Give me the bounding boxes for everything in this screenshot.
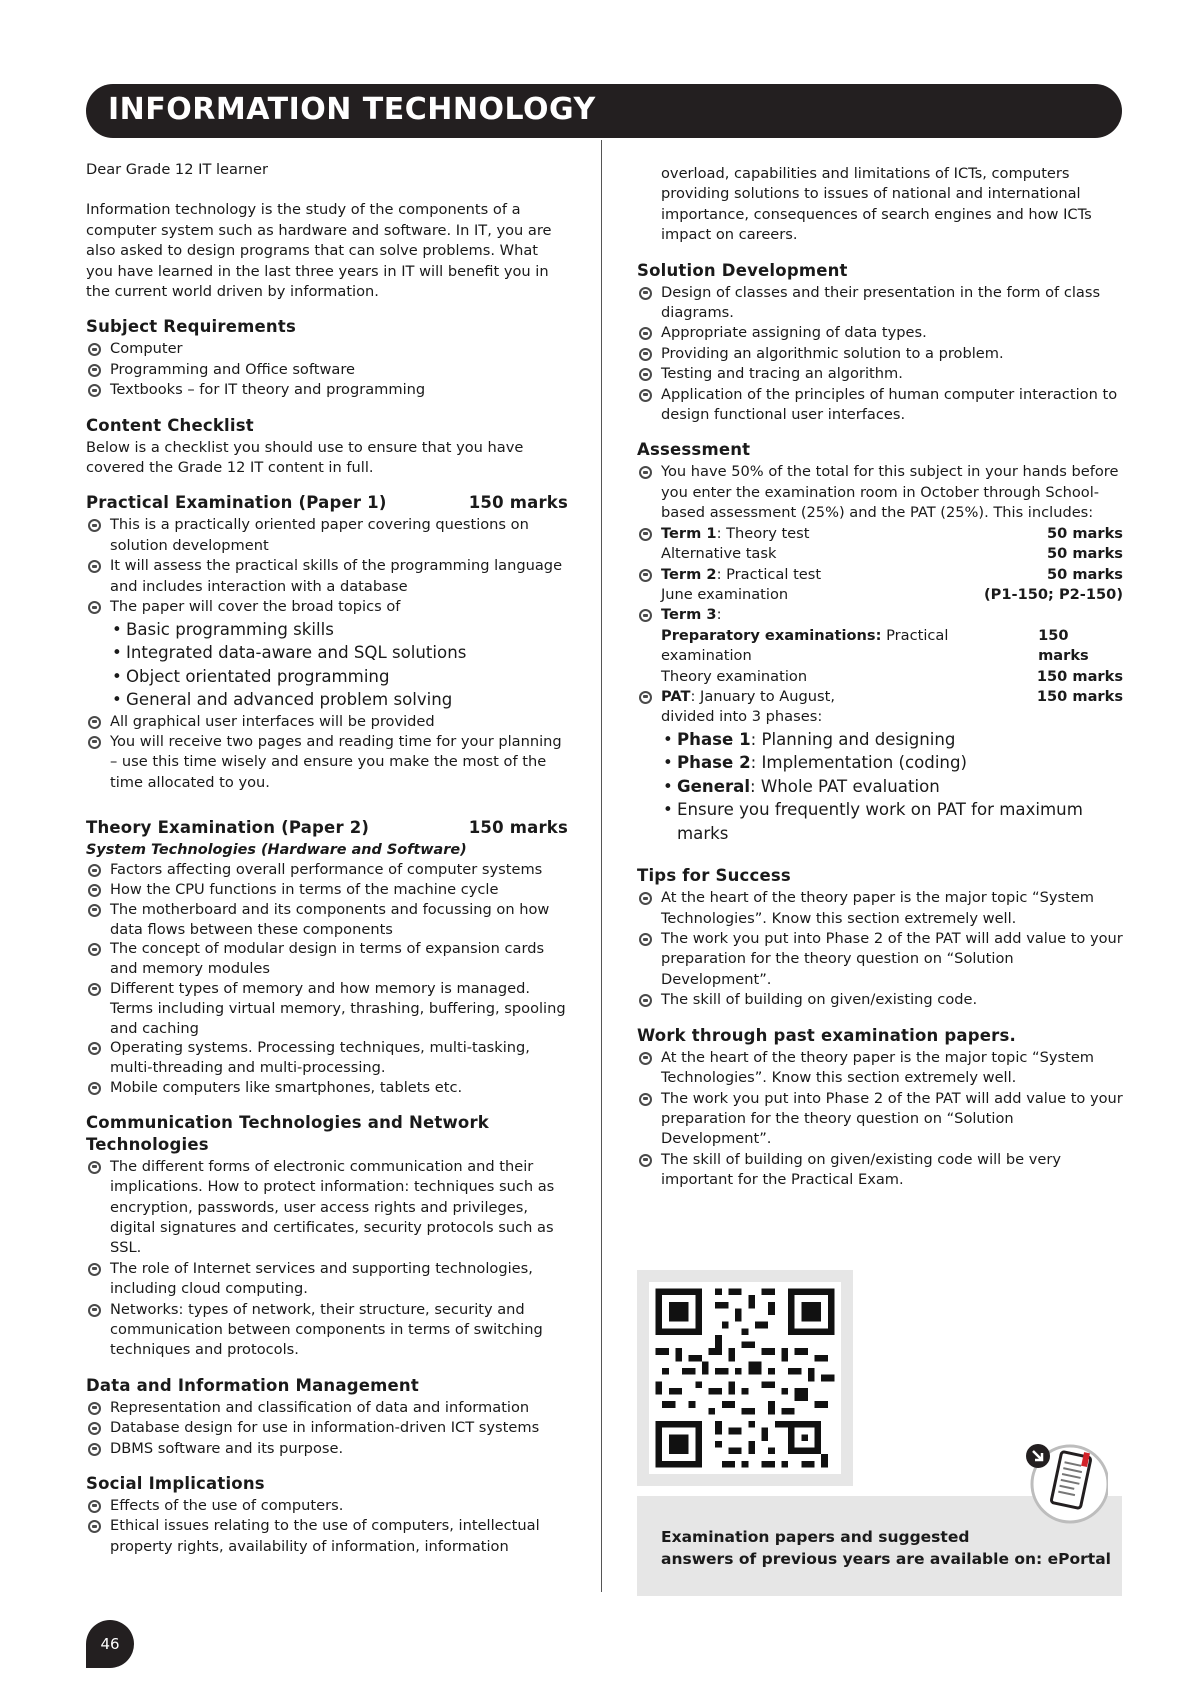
circle-bullet-icon (88, 1082, 101, 1095)
circle-bullet-icon (88, 1042, 101, 1055)
pat-phases-list (661, 728, 1123, 846)
circle-bullet-icon (639, 691, 652, 704)
list-item: All graphical user interfaces will be provided (86, 712, 568, 732)
tips-heading: Tips for Success (637, 866, 791, 886)
list-item: Computer (86, 339, 568, 359)
theory-list (86, 860, 568, 1098)
tips-list (637, 888, 1123, 1010)
practical-list-2 (86, 712, 568, 794)
eportal-tablet-icon (1020, 1440, 1108, 1528)
circle-bullet-icon (88, 884, 101, 897)
list-item: This is a practically oriented paper covering questions on solution development (86, 515, 568, 556)
circle-bullet-icon (88, 864, 101, 877)
assessment-heading: Assessment (637, 440, 751, 460)
circle-bullet-icon (639, 327, 652, 340)
practical-list (86, 515, 568, 617)
list-item: • General: Whole PAT evaluation (661, 775, 1123, 799)
solution-development-heading: Solution Development (637, 260, 848, 280)
list-item: • General and advanced problem solving (110, 688, 568, 712)
theory-marks: 150 marks (468, 818, 568, 838)
list-item: Design of classes and their presentation in the form of class diagrams. (637, 283, 1123, 324)
list-item: The motherboard and its components and focussing on how data flows between these components (86, 900, 568, 940)
circle-bullet-icon (88, 1500, 101, 1513)
circle-bullet-icon (88, 601, 101, 614)
list-item: The skill of building on given/existing code. (637, 990, 1123, 1010)
list-item: • Object orientated programming (110, 665, 568, 689)
continued-text: overload, capabilities and limitations of ICTs, computers providing solutions to issues of national and international importance, consequences of search engines and how ICTs impact on careers. (661, 165, 1092, 244)
list-item: The skill of building on given/existing code will be very important for the Practical Exam. (637, 1150, 1123, 1191)
circle-bullet-icon (639, 994, 652, 1007)
circle-bullet-icon (88, 384, 101, 397)
list-item: How the CPU functions in terms of the machine cycle (86, 880, 568, 900)
list-item: Application of the principles of human computer interaction to design functional user interfaces. (637, 385, 1123, 426)
circle-bullet-icon (88, 343, 101, 356)
circle-bullet-icon (639, 528, 652, 541)
content-checklist-text: Below is a checklist you should use to ensure that you have covered the Grade 12 IT content in full. (86, 438, 524, 477)
list-item: Operating systems. Processing techniques, multi-tasking, multi-threading and multi-processing. (86, 1038, 568, 1078)
list-item: DBMS software and its purpose. (86, 1439, 568, 1459)
social-implications-list (86, 1496, 568, 1557)
circle-bullet-icon (639, 1154, 652, 1167)
circle-bullet-icon (88, 1402, 101, 1415)
circle-bullet-icon (88, 983, 101, 996)
list-item: You will receive two pages and reading time for your planning – use this time wisely and ensure you make the most of the time allocated to you. (86, 732, 568, 793)
circle-bullet-icon (639, 609, 652, 622)
list-item: Effects of the use of computers. (86, 1496, 568, 1516)
list-item: Representation and classification of data and information (86, 1398, 568, 1418)
qr-code[interactable] (649, 1282, 841, 1474)
list-item: • Integrated data-aware and SQL solutions (110, 641, 568, 665)
solution-list (637, 283, 1123, 426)
circle-bullet-icon (639, 466, 652, 479)
header-banner (86, 84, 1122, 138)
past-papers-heading: Work through past examination papers. (637, 1025, 1016, 1045)
assessment-list (637, 462, 1123, 727)
circle-bullet-icon (88, 1520, 101, 1533)
list-item: The work you put into Phase 2 of the PAT will add value to your preparation for the theory question on “Solution Development”. (637, 929, 1123, 990)
circle-bullet-icon (639, 933, 652, 946)
content-checklist-heading: Content Checklist (86, 415, 254, 435)
circle-bullet-icon (88, 1422, 101, 1435)
circle-bullet-icon (88, 736, 101, 749)
qr-code-panel (637, 1270, 853, 1486)
list-item: Networks: types of network, their structure, security and communication between components in terms of switching techniques and protocols. (86, 1300, 568, 1361)
list-item: PAT: January to August, 150 marks divided into 3 phases: (637, 687, 1123, 728)
practical-exam-heading: Practical Examination (Paper 1) 150 marks (86, 493, 568, 513)
list-item: The paper will cover the broad topics of (86, 597, 568, 617)
circle-bullet-icon (88, 1304, 101, 1317)
list-item: It will assess the practical skills of the programming language and includes interaction with a database (86, 556, 568, 597)
list-item: Term 1: Theory test 50 marks Alternative task 50 marks (637, 524, 1123, 565)
circle-bullet-icon (639, 1052, 652, 1065)
list-item: Term 2: Practical test 50 marks June examination (P1-150; P2-150) (637, 565, 1123, 606)
list-item: The role of Internet services and supporting technologies, including cloud computing. (86, 1259, 568, 1300)
circle-bullet-icon (639, 348, 652, 361)
left-column (86, 160, 568, 1557)
list-item: Factors affecting overall performance of computer systems (86, 860, 568, 880)
list-item: • Phase 2: Implementation (coding) (661, 751, 1123, 775)
list-item: Programming and Office software (86, 360, 568, 380)
circle-bullet-icon (88, 364, 101, 377)
data-management-heading: Data and Information Management (86, 1375, 419, 1395)
circle-bullet-icon (639, 892, 652, 905)
communication-list (86, 1157, 568, 1361)
circle-bullet-icon (88, 519, 101, 532)
list-item: Providing an algorithmic solution to a problem. (637, 344, 1123, 364)
list-item: Mobile computers like smartphones, tablets etc. (86, 1078, 568, 1098)
list-item: Database design for use in information-driven ICT systems (86, 1418, 568, 1438)
list-item: You have 50% of the total for this subject in your hands before you enter the examination room in October through School-based assessment (25%) and the PAT (25%). This includes: (637, 462, 1123, 523)
page-number: 46 (86, 1620, 134, 1668)
eportal-text: Examination papers and suggested answers of previous years are available on: ePortal (661, 1528, 1111, 1568)
circle-bullet-icon (88, 943, 101, 956)
list-item: Term 3: Preparatory examinations: Practical examination 150 marks Theory examination 150 marks (637, 605, 1123, 687)
list-item: The concept of modular design in terms of expansion cards and memory modules (86, 939, 568, 979)
circle-bullet-icon (88, 1263, 101, 1276)
circle-bullet-icon (639, 389, 652, 402)
list-item: • Phase 1: Planning and designing (661, 728, 1123, 752)
list-item: Testing and tracing an algorithm. (637, 364, 1123, 384)
subject-requirements-list (86, 339, 568, 400)
list-item: At the heart of the theory paper is the major topic “System Technologies”. Know this section extremely well. (637, 888, 1123, 929)
column-divider (601, 140, 602, 1592)
circle-bullet-icon (639, 1093, 652, 1106)
list-item: • Ensure you frequently work on PAT for maximum marks (661, 798, 1123, 845)
page-title: INFORMATION TECHNOLOGY (108, 92, 596, 127)
system-technologies-subheading: System Technologies (Hardware and Software) (86, 842, 467, 859)
subject-requirements-heading: Subject Requirements (86, 317, 296, 337)
past-papers-list (637, 1048, 1123, 1191)
list-item: Ethical issues relating to the use of computers, intellectual property rights, availability of information, information (86, 1516, 568, 1557)
communication-heading: Communication Technologies and Network Technologies (86, 1112, 489, 1154)
list-item: • Basic programming skills (110, 618, 568, 642)
circle-bullet-icon (88, 1443, 101, 1456)
practical-marks: 150 marks (468, 493, 568, 513)
data-management-list (86, 1398, 568, 1459)
intro-paragraph: Information technology is the study of the components of a computer system such as hardware and software. In IT, you are also asked to design programs that can solve problems. What you have learned in the last three years in IT will benefit you in the current world driven by information. (86, 201, 552, 301)
list-item: Different types of memory and how memory is managed. Terms including virtual memory, thrashing, buffering, spooling and caching (86, 979, 568, 1038)
list-item: The different forms of electronic communication and their implications. How to protect information: techniques such as encryption, passwords, user access rights and privileges, digital signatures and certificates, security protocols such as SSL. (86, 1157, 568, 1259)
circle-bullet-icon (88, 716, 101, 729)
list-item: Textbooks – for IT theory and programming (86, 380, 568, 400)
circle-bullet-icon (639, 569, 652, 582)
right-column (637, 164, 1123, 1191)
circle-bullet-icon (88, 1161, 101, 1174)
social-implications-heading: Social Implications (86, 1473, 265, 1493)
list-item: Appropriate assigning of data types. (637, 323, 1123, 343)
qr-code-icon (649, 1282, 841, 1474)
list-item: At the heart of the theory paper is the major topic “System Technologies”. Know this section extremely well. (637, 1048, 1123, 1089)
circle-bullet-icon (88, 560, 101, 573)
greeting: Dear Grade 12 IT learner (86, 161, 268, 178)
circle-bullet-icon (639, 287, 652, 300)
circle-bullet-icon (88, 904, 101, 917)
theory-exam-heading: Theory Examination (Paper 2) 150 marks (86, 818, 568, 838)
list-item: The work you put into Phase 2 of the PAT will add value to your preparation for the theory question on “Solution Development”. (637, 1089, 1123, 1150)
circle-bullet-icon (639, 368, 652, 381)
practical-topics-list (110, 618, 568, 712)
